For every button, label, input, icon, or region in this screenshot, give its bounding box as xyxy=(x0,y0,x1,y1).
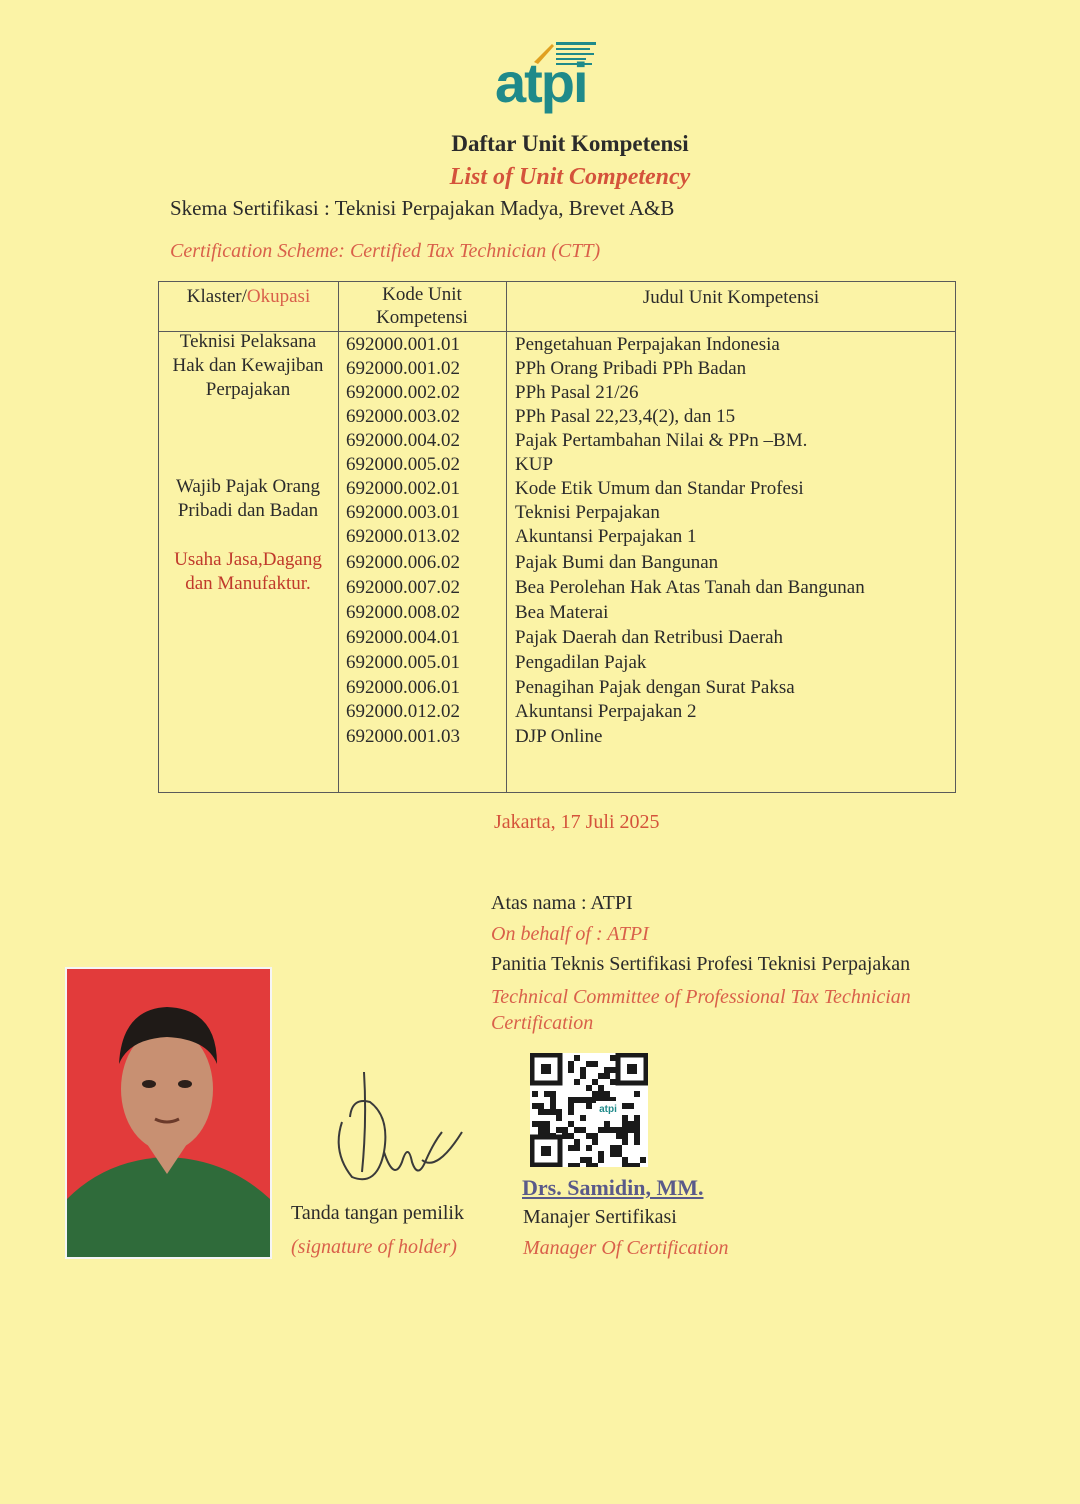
unit-code: 692000.008.02 xyxy=(346,602,460,623)
unit-code: 692000.003.01 xyxy=(346,502,460,523)
manager-title-english: Manager Of Certification xyxy=(523,1237,729,1259)
cluster-label-line: Wajib Pajak Orang xyxy=(175,476,321,497)
unit-title: PPh Pasal 21/26 xyxy=(515,382,639,403)
unit-code: 692000.001.01 xyxy=(346,334,460,355)
cluster-label-line: Teknisi Pelaksana xyxy=(179,331,317,352)
cluster-label-line: Hak dan Kewajiban xyxy=(172,355,324,376)
cluster-label-line: Usaha Jasa,Dagang xyxy=(174,549,322,570)
cluster-label xyxy=(159,475,337,523)
holder-photo xyxy=(65,967,272,1259)
unit-title: Penagihan Pajak dengan Surat Paksa xyxy=(515,677,795,698)
document-title: Daftar Unit Kompetensi xyxy=(451,131,689,156)
cluster-label xyxy=(159,330,337,402)
cluster-label xyxy=(159,548,337,596)
unit-title: Pajak Daerah dan Retribusi Daerah xyxy=(515,627,784,648)
logo-wordmark: atpi xyxy=(495,51,587,114)
on-behalf-label-english: On behalf of : ATPI xyxy=(491,923,649,945)
committee-name-english: Technical Committee of Professional Tax Technician Certification xyxy=(491,986,911,1034)
certification-scheme: Skema Sertifikasi : Teknisi Perpajakan Madya, Brevet A&B xyxy=(170,196,675,220)
qr-logo-label: atpi xyxy=(599,1104,617,1115)
unit-code: 692000.001.02 xyxy=(346,358,460,379)
unit-title: KUP xyxy=(515,454,554,475)
certification-scheme-english: Certification Scheme: Certified Tax Technician (CTT) xyxy=(170,240,601,262)
cluster-label-line: Perpajakan xyxy=(205,379,291,400)
holder-signature xyxy=(322,1062,472,1187)
column-header-code: Kode Unit Kompetensi xyxy=(376,284,468,328)
unit-title: Teknisi Perpajakan xyxy=(515,502,660,523)
qr-code xyxy=(530,1053,648,1167)
unit-code: 692000.007.02 xyxy=(346,577,460,598)
unit-title: Akuntansi Perpajakan 1 xyxy=(515,526,697,547)
unit-title: Pengetahuan Perpajakan Indonesia xyxy=(515,334,780,355)
committee-name: Panitia Teknis Sertifikasi Profesi Teknisi Perpajakan xyxy=(491,953,911,975)
unit-title: Pajak Pertambahan Nilai & PPn –BM. xyxy=(515,430,808,451)
place-date: Jakarta, 17 Juli 2025 xyxy=(494,811,660,833)
unit-code: 692000.012.02 xyxy=(346,701,460,722)
unit-code: 692000.004.02 xyxy=(346,430,460,451)
unit-title: DJP Online xyxy=(515,726,603,747)
unit-title: Bea Materai xyxy=(515,602,609,623)
unit-code: 692000.006.02 xyxy=(346,552,460,573)
manager-title: Manajer Sertifikasi xyxy=(523,1206,677,1228)
unit-code: 692000.006.01 xyxy=(346,677,460,698)
unit-title: Pajak Bumi dan Bangunan xyxy=(515,552,719,573)
cluster-label-line: Pribadi dan Badan xyxy=(177,500,319,521)
competency-table xyxy=(158,281,956,793)
unit-code: 692000.005.01 xyxy=(346,652,460,673)
unit-title: PPh Orang Pribadi PPh Badan xyxy=(515,358,747,379)
unit-code: 692000.002.01 xyxy=(346,478,460,499)
unit-title: Akuntansi Perpajakan 2 xyxy=(515,701,697,722)
column-header-title: Judul Unit Kompetensi xyxy=(642,287,820,308)
unit-code: 692000.004.01 xyxy=(346,627,460,648)
unit-code: 692000.005.02 xyxy=(346,454,460,475)
unit-title: Pengadilan Pajak xyxy=(515,652,647,673)
unit-code: 692000.002.02 xyxy=(346,382,460,403)
document-title-english: List of Unit Competency xyxy=(449,164,691,190)
holder-signature-label-english: (signature of holder) xyxy=(291,1236,457,1258)
cluster-label-line: dan Manufaktur. xyxy=(185,573,311,594)
column-header-cluster: Klaster/Okupasi xyxy=(186,286,311,307)
on-behalf-label: Atas nama : ATPI xyxy=(491,892,633,914)
unit-code: 692000.013.02 xyxy=(346,526,460,547)
unit-code: 692000.001.03 xyxy=(346,726,460,747)
unit-title: PPh Pasal 22,23,4(2), dan 15 xyxy=(515,406,736,427)
holder-signature-label: Tanda tangan pemilik xyxy=(291,1202,464,1224)
unit-code: 692000.003.02 xyxy=(346,406,460,427)
manager-name: Drs. Samidin, MM. xyxy=(522,1175,704,1200)
unit-title: Kode Etik Umum dan Standar Profesi xyxy=(515,478,804,499)
unit-title: Bea Perolehan Hak Atas Tanah dan Bangunan xyxy=(515,577,865,598)
